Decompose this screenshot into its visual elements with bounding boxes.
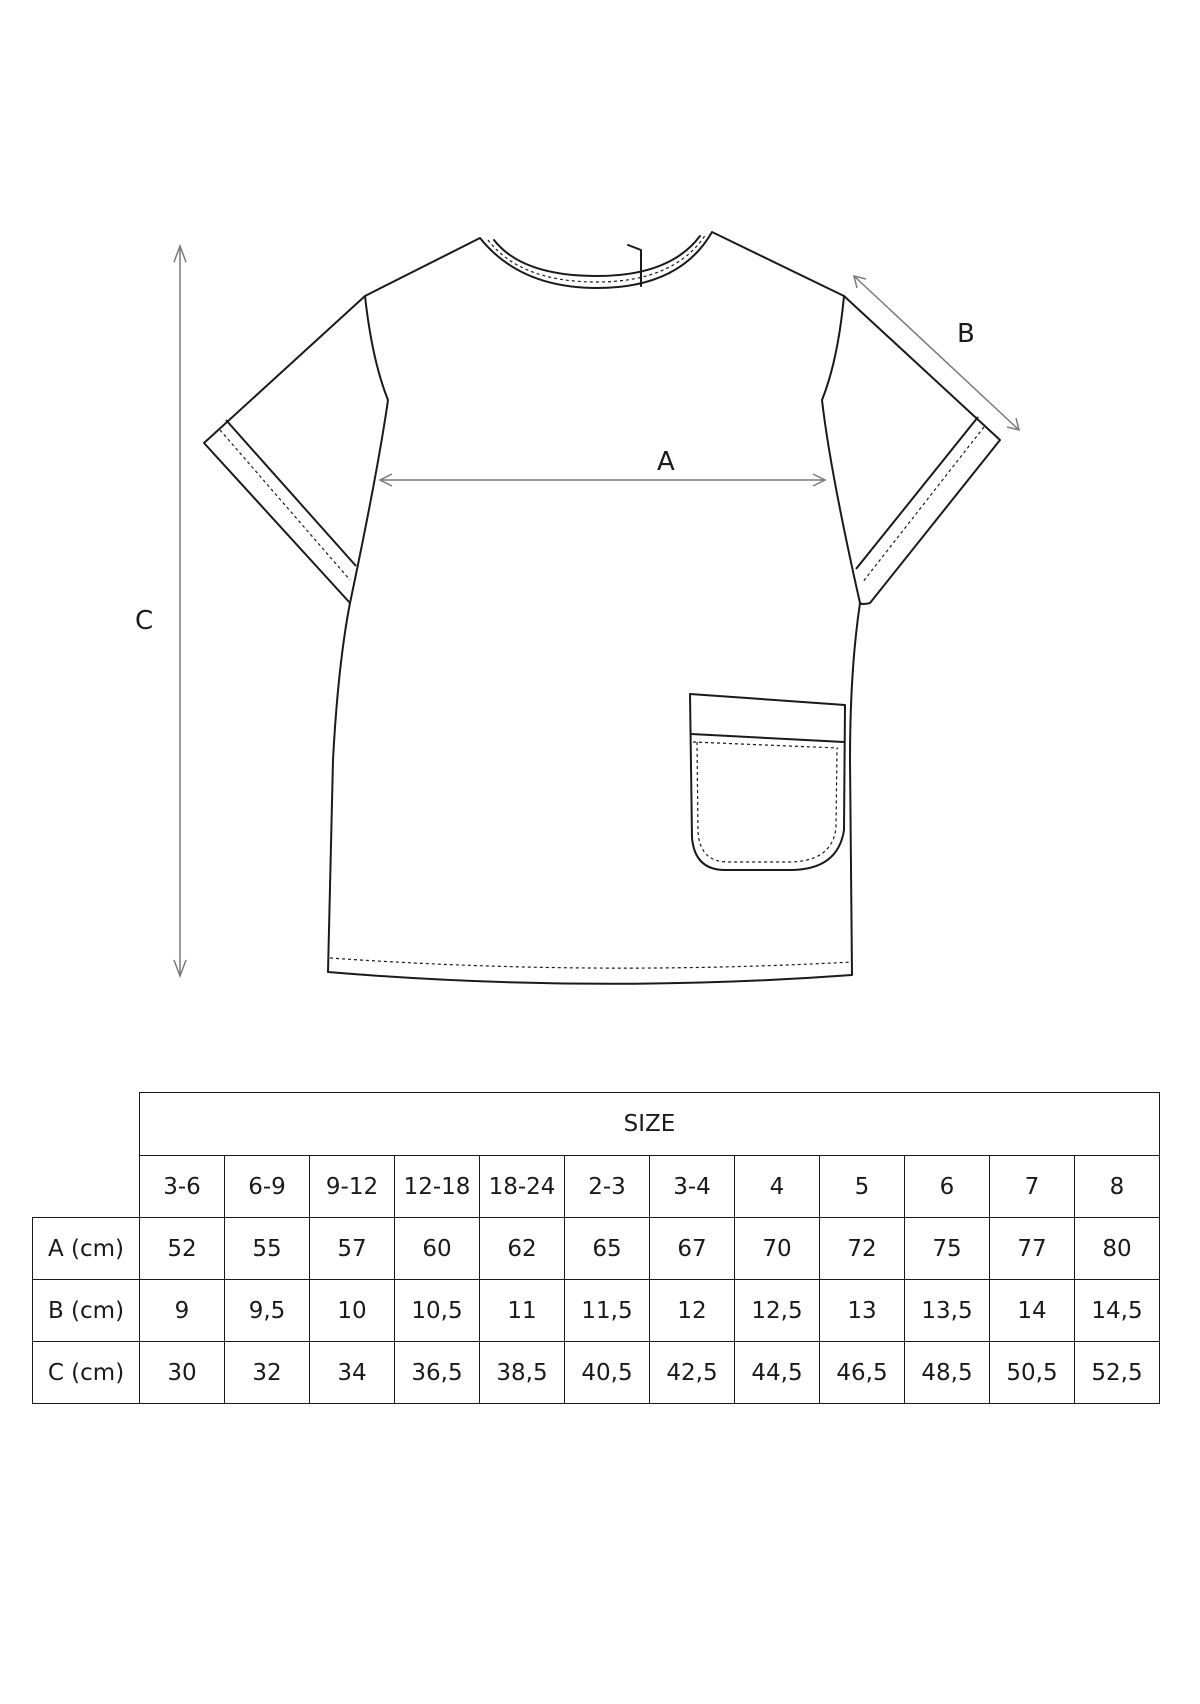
- value-cell: 12,5: [735, 1280, 820, 1342]
- value-cell: 57: [310, 1218, 395, 1280]
- size-header-row: [33, 1093, 1160, 1156]
- size-cell: 8: [1075, 1156, 1160, 1218]
- value-cell: 52: [140, 1218, 225, 1280]
- size-cell: 5: [820, 1156, 905, 1218]
- size-cell: 6-9: [225, 1156, 310, 1218]
- size-cell: 9-12: [310, 1156, 395, 1218]
- value-cell: 10,5: [395, 1280, 480, 1342]
- bottom-hem-stitch: [330, 958, 852, 968]
- left-sleeve-hem-stitch: [220, 430, 350, 580]
- empty-corner-cell: [33, 1156, 140, 1218]
- shirt-outline: [204, 232, 1000, 984]
- value-cell: 12: [650, 1280, 735, 1342]
- measurement-label-a: A: [657, 447, 675, 477]
- value-cell: 46,5: [820, 1342, 905, 1404]
- value-cell: 62: [480, 1218, 565, 1280]
- value-cell: 36,5: [395, 1342, 480, 1404]
- value-cell: 40,5: [565, 1342, 650, 1404]
- value-cell: 32: [225, 1342, 310, 1404]
- left-sleeve-hem: [226, 420, 356, 566]
- measurement-label-c: C: [135, 606, 154, 636]
- right-sleeve-hem-stitch: [862, 427, 984, 583]
- measurement-label-b: B: [957, 319, 975, 349]
- value-cell: 80: [1075, 1218, 1160, 1280]
- value-cell: 60: [395, 1218, 480, 1280]
- size-cell: 7: [990, 1156, 1075, 1218]
- value-cell: 11,5: [565, 1280, 650, 1342]
- value-cell: 65: [565, 1218, 650, 1280]
- value-cell: 70: [735, 1218, 820, 1280]
- collar: [494, 236, 700, 276]
- value-cell: 44,5: [735, 1342, 820, 1404]
- measurement-row: [33, 1342, 1160, 1404]
- arrow-b-line: [854, 276, 1019, 430]
- value-cell: 9,5: [225, 1280, 310, 1342]
- value-cell: 75: [905, 1218, 990, 1280]
- size-cell: 3-4: [650, 1156, 735, 1218]
- collar-stitch: [488, 234, 706, 282]
- value-cell: 13,5: [905, 1280, 990, 1342]
- size-header: SIZE: [140, 1093, 1160, 1156]
- value-cell: 55: [225, 1218, 310, 1280]
- value-cell: 14,5: [1075, 1280, 1160, 1342]
- size-cell: 3-6: [140, 1156, 225, 1218]
- value-cell: 67: [650, 1218, 735, 1280]
- right-armhole: [822, 296, 860, 603]
- value-cell: 9: [140, 1280, 225, 1342]
- row-label: A (cm): [33, 1218, 140, 1280]
- row-label: B (cm): [33, 1280, 140, 1342]
- row-label: C (cm): [33, 1342, 140, 1404]
- right-sleeve-hem: [856, 417, 978, 569]
- value-cell: 42,5: [650, 1342, 735, 1404]
- pocket: [690, 694, 845, 870]
- value-cell: 10: [310, 1280, 395, 1342]
- value-cell: 72: [820, 1218, 905, 1280]
- empty-corner-cell: [33, 1093, 140, 1156]
- pocket-top-stitch: [693, 742, 838, 748]
- measurement-row: [33, 1218, 1160, 1280]
- value-cell: 38,5: [480, 1342, 565, 1404]
- value-cell: 52,5: [1075, 1342, 1160, 1404]
- size-cell: 12-18: [395, 1156, 480, 1218]
- value-cell: 34: [310, 1342, 395, 1404]
- size-cell: 18-24: [480, 1156, 565, 1218]
- value-cell: 13: [820, 1280, 905, 1342]
- size-chart-table: [32, 1092, 1160, 1404]
- size-cell: 4: [735, 1156, 820, 1218]
- value-cell: 14: [990, 1280, 1075, 1342]
- value-cell: 11: [480, 1280, 565, 1342]
- left-armhole: [350, 296, 388, 603]
- back-opening: [628, 245, 641, 286]
- measurement-row: [33, 1280, 1160, 1342]
- value-cell: 30: [140, 1342, 225, 1404]
- pocket-edge-stitch: [697, 742, 837, 862]
- value-cell: 77: [990, 1218, 1075, 1280]
- size-cell: 2-3: [565, 1156, 650, 1218]
- value-cell: 50,5: [990, 1342, 1075, 1404]
- size-cell: 6: [905, 1156, 990, 1218]
- sizes-row: [33, 1156, 1160, 1218]
- value-cell: 48,5: [905, 1342, 990, 1404]
- pocket-flap-line: [691, 734, 844, 742]
